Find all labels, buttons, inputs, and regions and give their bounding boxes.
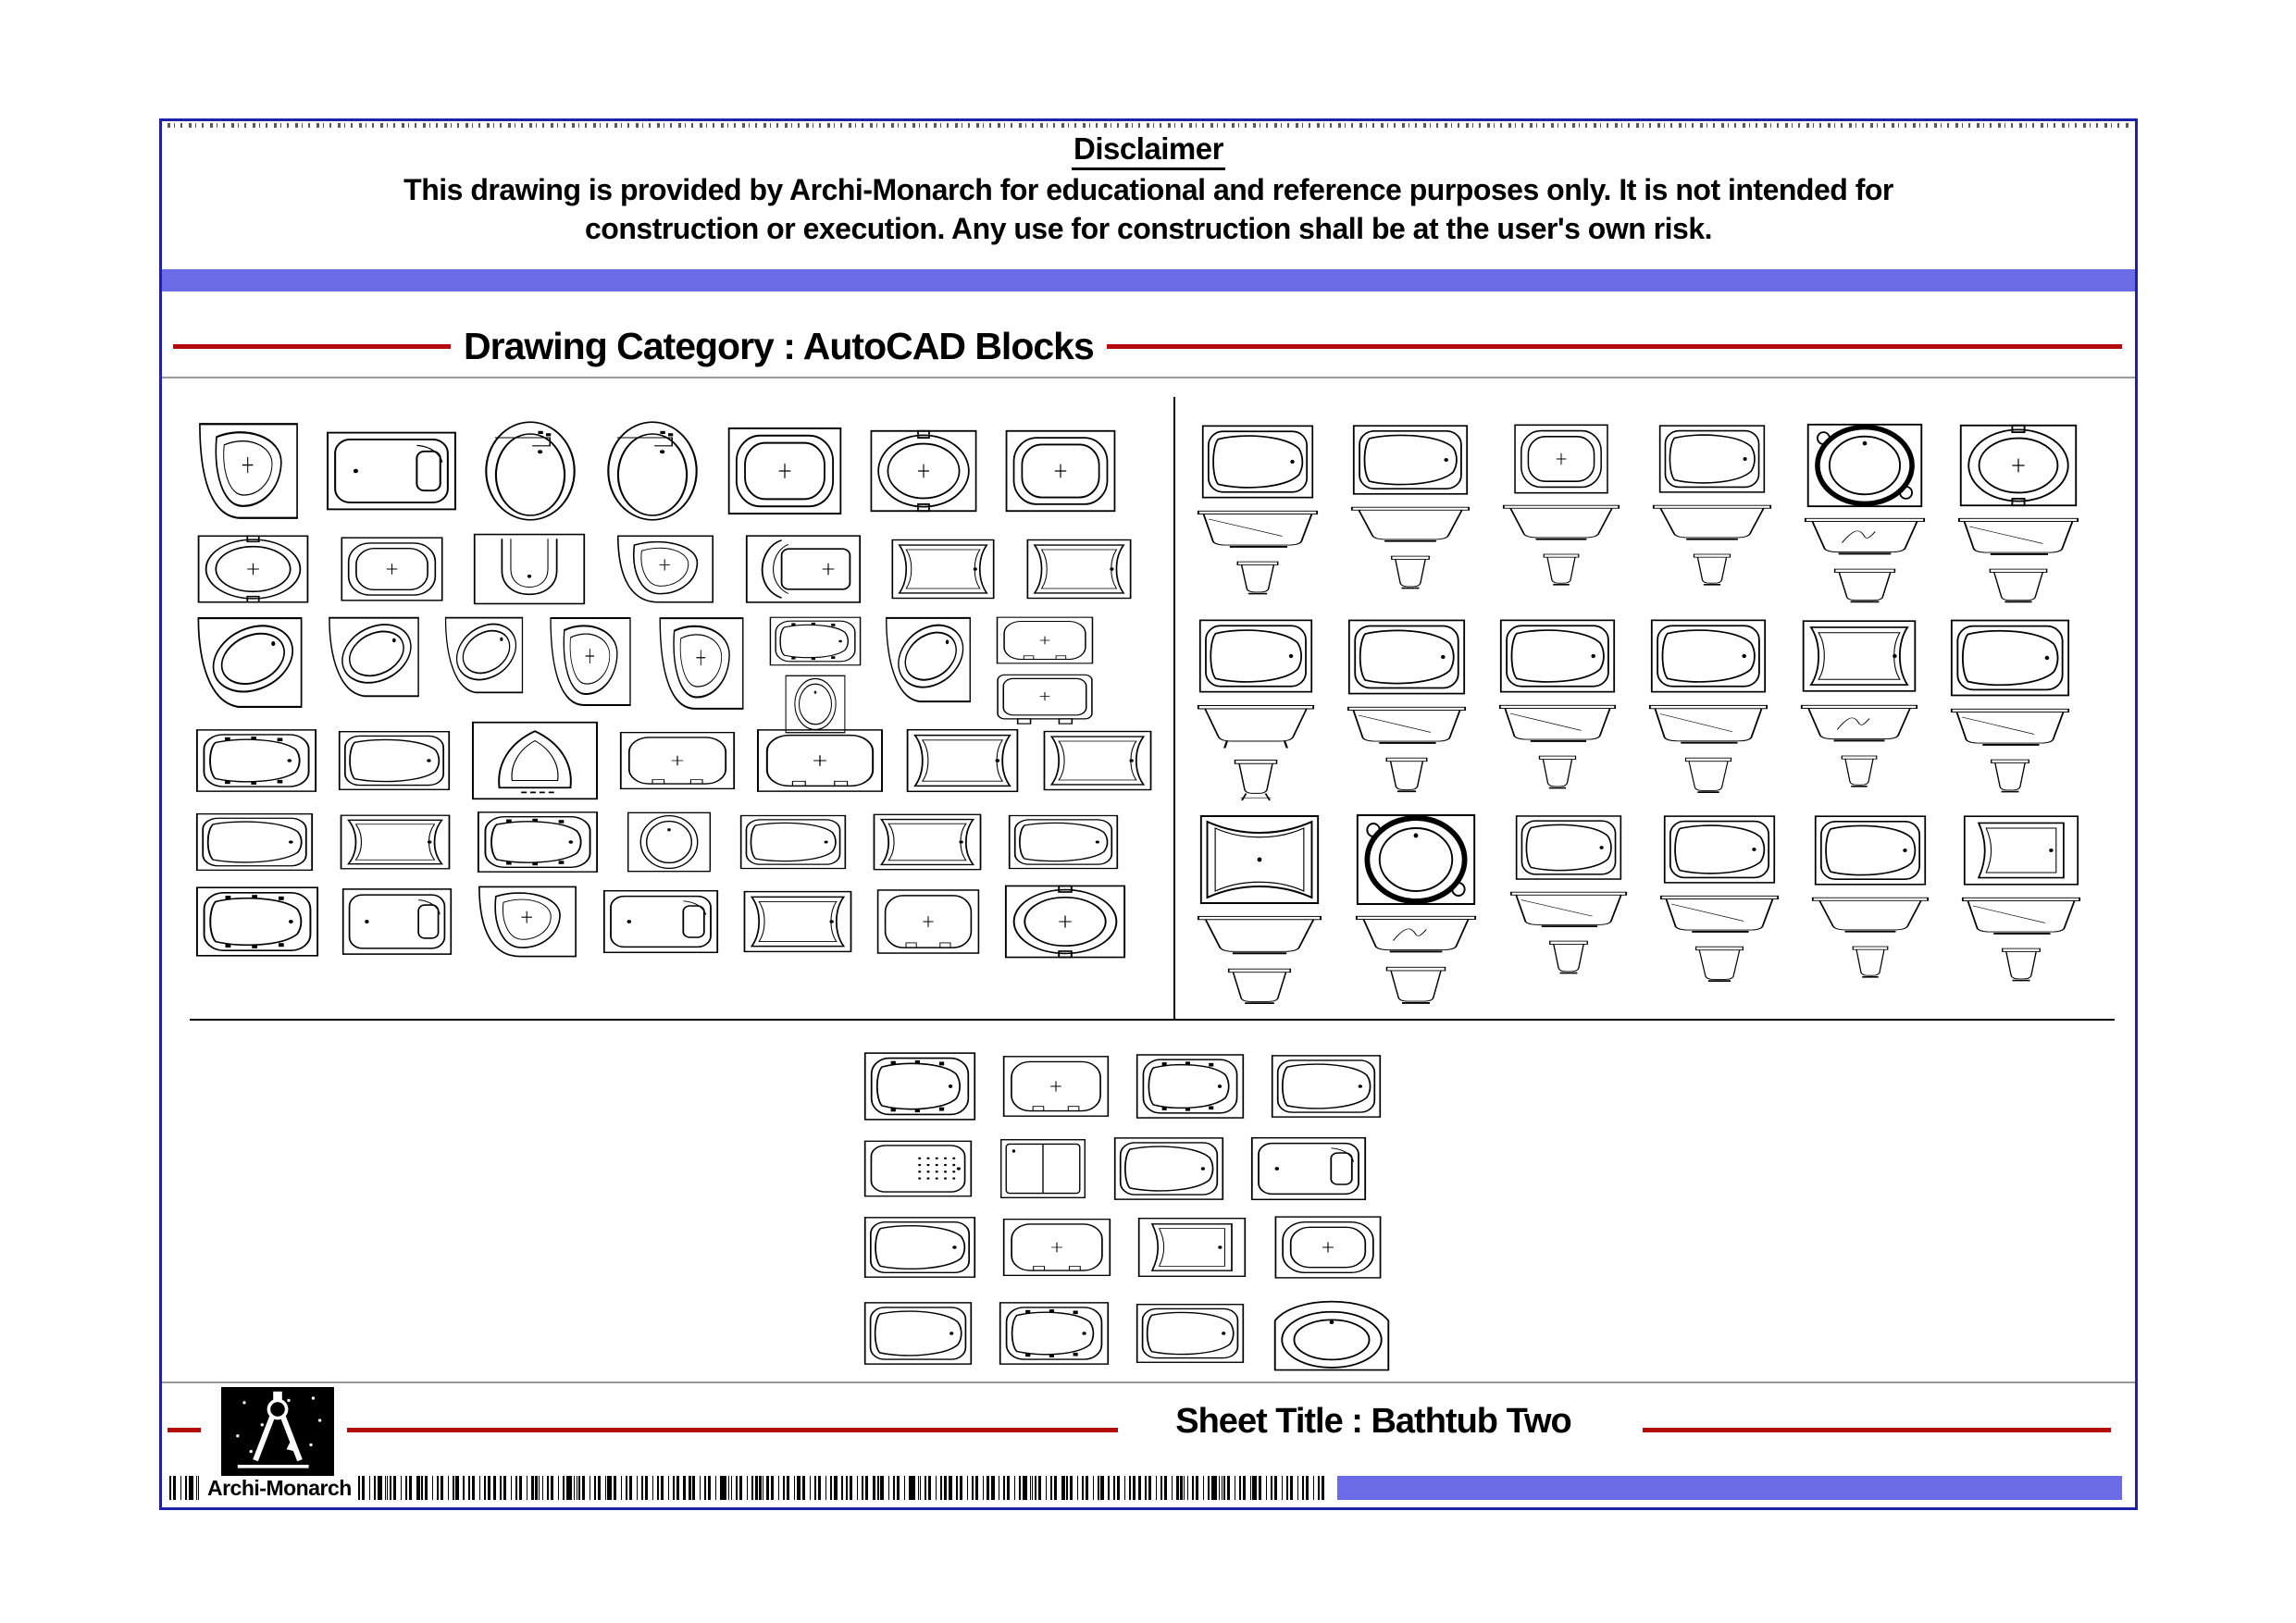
bathtub-block: [745, 533, 862, 605]
vertical-divider: [1173, 397, 1175, 1019]
bathtub-block: [326, 428, 457, 514]
bathtub-block-set: [1347, 617, 1467, 797]
bathtub-block: [1041, 728, 1154, 793]
bathtub-block: [473, 533, 586, 605]
bathtub-block: [884, 615, 973, 704]
bathtub-block: [443, 615, 525, 695]
bathtub-block: [603, 419, 701, 523]
bathtub-block-set: [1659, 813, 1780, 985]
bathtub-block: [619, 730, 736, 791]
sheet-title-red-line-left: [347, 1428, 1118, 1432]
bathtub-block: [863, 1300, 973, 1367]
category-title: Drawing Category : AutoCAD Blocks: [464, 324, 1094, 367]
drawing-canvas: [162, 377, 2135, 1383]
bathtub-block-set: [1961, 813, 2081, 985]
bathtub-block: [876, 887, 980, 956]
category-red-line-left: [173, 344, 451, 349]
bathtub-block-set: [1197, 423, 1319, 599]
bathtub-block-set: [1950, 617, 2070, 797]
bathtub-block: [195, 727, 317, 794]
bathtub-block: [338, 812, 453, 872]
bathtub-block: [1002, 1054, 1110, 1119]
bathtub-block-set: [1350, 423, 1471, 593]
bathtub-block: [195, 421, 302, 521]
block-row: [863, 1293, 1400, 1374]
sheet-title-red-line-right: [1643, 1428, 2111, 1432]
bathtub-block: [195, 812, 314, 873]
bathtub-block: [327, 615, 421, 699]
right-block-grid: [1197, 423, 2124, 1008]
bathtub-block: [999, 1300, 1110, 1367]
category-title-row: [173, 319, 2122, 373]
bathtub-block: [339, 536, 445, 602]
bathtub-block-set: [1509, 813, 1628, 978]
bathtub-block: [1137, 1216, 1247, 1279]
left-block-grid: [195, 419, 1165, 960]
bathtub-block: [863, 1215, 976, 1280]
bathtub-block-set: [1648, 617, 1769, 797]
bathtub-block: [868, 428, 979, 514]
bathtub-block: [1271, 1294, 1393, 1373]
bathtub-block-set: [1811, 813, 1930, 982]
barcode-row: [169, 1476, 2122, 1500]
bathtub-block-set: [1652, 423, 1772, 589]
blue-divider-bar-bottom: [1337, 1476, 2122, 1500]
bathtub-block: [1136, 1052, 1245, 1121]
bathtub-block: [1272, 1215, 1384, 1280]
disclaimer-line-1: This drawing is provided by Archi-Monarch for educational and reference purposes only. It is not intended for: [403, 173, 1893, 206]
horizontal-divider: [190, 1019, 2115, 1021]
bathtub-block: [475, 885, 580, 959]
blue-divider-bar-top: [162, 269, 2135, 291]
bathtub-block: [904, 726, 1021, 795]
bathtub-block: [756, 727, 884, 794]
block-row: [195, 419, 1165, 523]
bathtub-block: [547, 615, 634, 708]
block-row: [863, 1050, 1400, 1122]
block-row: [863, 1135, 1400, 1202]
bathtub-block-set: [1498, 617, 1617, 793]
bathtub-block: [471, 721, 599, 800]
bathtub-block-set: [1197, 813, 1322, 1008]
disclaimer: [162, 130, 2135, 248]
bathtub-block: [726, 426, 844, 516]
sheet-title-red-dash: [168, 1428, 201, 1432]
bathtub-block: [195, 885, 319, 959]
bathtub-block-set: [1197, 617, 1315, 802]
bottom-block-grid: [863, 1050, 1400, 1374]
bathtub-block: [477, 810, 599, 874]
bathtub-block-set: [1502, 423, 1620, 589]
bathtub-block: [889, 537, 997, 601]
block-row: [195, 615, 1165, 713]
bathtub-block: [863, 1050, 976, 1122]
bathtub-block: [602, 887, 719, 956]
block-row: [195, 721, 1165, 800]
bathtub-block: [999, 1137, 1087, 1200]
bathtub-block: [1271, 1053, 1382, 1120]
page-frame: [159, 118, 2138, 1510]
bathtub-block-set: [1354, 813, 1478, 1008]
bathtub-block: [995, 615, 1095, 726]
bathtub-block: [341, 886, 453, 958]
disclaimer-title: Disclaimer: [1072, 130, 1225, 170]
bathtub-block: [863, 1138, 973, 1199]
category-red-line-right: [1107, 344, 2122, 349]
block-row: [195, 532, 1165, 606]
bathtub-block: [871, 812, 984, 873]
barcode-segment-left: [169, 1476, 201, 1500]
block-group-row: [1197, 617, 2124, 802]
barcode: [358, 1476, 1328, 1500]
bathtub-block: [1024, 537, 1134, 601]
bathtub-block-set: [1800, 617, 1918, 791]
bathtub-block: [741, 888, 854, 955]
bathtub-block: [195, 534, 311, 604]
watermark-strip: [168, 123, 2129, 128]
bathtub-block: [769, 615, 862, 734]
bathtub-block: [195, 615, 304, 710]
block-group-row: [1197, 423, 2124, 606]
bathtub-block: [1002, 1217, 1111, 1278]
brand-label: Archi-Monarch: [207, 1476, 352, 1500]
block-row: [863, 1215, 1400, 1280]
bathtub-block: [1002, 884, 1128, 960]
block-group-row: [1197, 813, 2124, 1008]
block-row: [195, 810, 1165, 874]
bathtub-block: [1113, 1135, 1224, 1202]
bathtub-block-set: [1804, 423, 1926, 606]
bathtub-block-set: [1957, 423, 2079, 606]
compass-icon: [221, 1387, 334, 1476]
bathtub-block: [656, 615, 747, 712]
bathtub-block: [623, 812, 715, 873]
bathtub-block: [614, 534, 717, 604]
bathtub-block: [739, 813, 847, 871]
bathtub-block: [1250, 1134, 1367, 1203]
sheet-title: Sheet Title : Bathtub Two: [1175, 1402, 1571, 1441]
archi-monarch-logo: [221, 1387, 334, 1476]
block-row: [195, 884, 1165, 960]
bathtub-block: [338, 729, 451, 792]
bathtub-block: [1003, 428, 1118, 514]
disclaimer-line-2: construction or execution. Any use for construction shall be at the user's own risk.: [585, 212, 1712, 245]
bathtub-block: [1008, 813, 1119, 871]
bathtub-block: [481, 419, 579, 523]
bathtub-block: [1136, 1302, 1245, 1365]
